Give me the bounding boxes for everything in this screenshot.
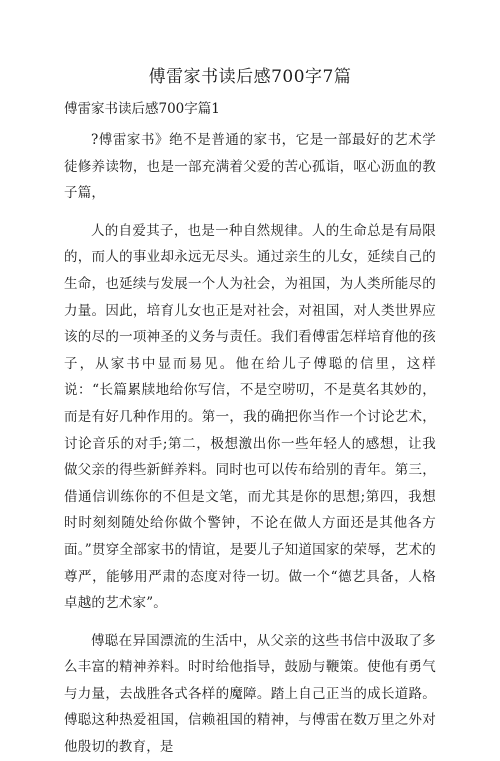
- paragraph-1: ?傅雷家书》绝不是普通的家书，它是一部最好的艺术学徒修养读物，也是一部充满着父爱的苦心孤诣，呕心沥血的教子篇，: [64, 132, 436, 202]
- paragraph-3: 傅聪在异国漂流的生活中，从父亲的这些书信中汲取了多么丰富的精神养料。时时给他指导，鼓励与鞭策。使他有勇气与力量，去战胜各式各样的魔障。踏上自己正当的成长道路。傅聪这种热爱祖国，信赖祖国的精神，与傅雷在数万里之外对他殷切的教育，是: [64, 632, 436, 756]
- document-title: 傅雷家书读后感700字7篇: [148, 67, 352, 87]
- paragraph-2: 人的自爱其子，也是一种自然规律。人的生命总是有局限的，而人的事业却永远无尽头。通过亲生的儿女，延续自己的生命，也延续与发展一个人为社会，为祖国，为人类所能尽的力量。因此，培育儿女也正是对社会，对祖国，对人类世界应该的尽的一项神圣的义务与责任。我们看傅雷怎样培育他的孩子，从家书中显而易见。他在给儿子傅聪的信里，这样说：“长篇累牍地给你写信，不是空唠叨，不是莫名其妙的，而是有好几种作用的。第一，我的确把你当作一个讨论艺术，讨论音乐的对手;第二，极想激出你一些年轻人的感想，让我做父亲的得些新鲜养料。同时也可以传布给别的青年。第三，借通信训练你的不但是文笔，而尤其是你的思想;第四，我想时时刻刻随处给你做个警钟，不论在做人方面还是其他各方面。”贯穿全部家书的情谊，是要儿子知道国家的荣辱，艺术的尊严，能够用严肃的态度对待一切。做一个“德艺具备，人格卓越的艺术家”。: [64, 222, 436, 612]
- document-subtitle: 傅雷家书读后感700字篇1: [64, 101, 220, 117]
